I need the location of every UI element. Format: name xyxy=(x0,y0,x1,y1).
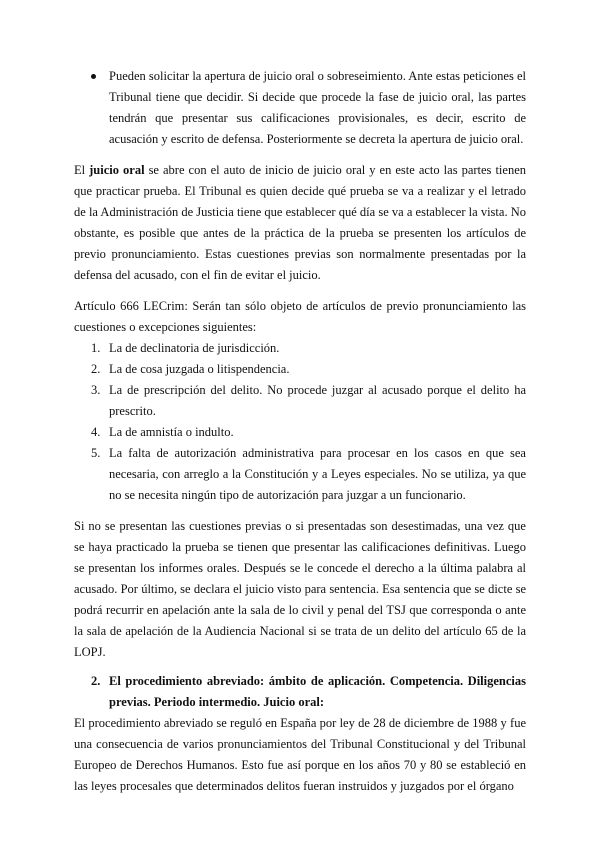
list-number: 5. xyxy=(91,446,101,460)
list-text: La de declinatoria de jurisdicción. xyxy=(109,341,280,355)
section-heading xyxy=(74,671,526,713)
list-number: 3. xyxy=(91,383,101,397)
paragraph-rest: se abre con el auto de inicio de juicio oral y en este acto las partes tienen que practicar prueba. El Tribunal es quien decide qué prueba se va a realizar y el letrado de la Administración de Justicia tiene que establecer qué día se va a establecer la vista. No obstante, es posible que antes de la práctica de la prueba se presenten los artículos de previo pronunciamiento. Estas cuestiones previas son normalmente presentadas por la defensa del acusado, con el fin de evitar el juicio. xyxy=(74,163,526,282)
list-text: La de amnistía o indulto. xyxy=(109,425,234,439)
paragraph-juicio-oral xyxy=(74,160,526,286)
list-item xyxy=(74,338,526,359)
bullet-icon xyxy=(91,74,96,79)
list-number: 2. xyxy=(91,362,101,376)
paragraph-lead: El xyxy=(74,163,90,177)
list-item xyxy=(74,359,526,380)
list-text: La falta de autorización administrativa para procesar en los casos en que sea necesaria, con arreglo a la Constitución y a Leyes especiales. No se utiliza, ya que no se necesita ningún tipo de autorización para juzgar a un funcionario. xyxy=(109,446,526,502)
bold-term: juicio oral xyxy=(89,163,145,177)
page-content xyxy=(74,66,526,797)
list-item xyxy=(74,380,526,422)
paragraph-cuestiones: Si no se presentan las cuestiones previas o si presentadas son desestimadas, una vez que se haya practicado la prueba se tienen que presentar las calificaciones definitivas. Luego se presentan los informes orales. Después se le concede el derecho a la última palabra al acusado. Por último, se declara el juicio visto para sentencia. Esa sentencia que se dicte se podrá recurrir en apelación ante la sala de lo civil y penal del TSJ que corresponda o ante la sala de apelación de la Audiencia Nacional si se trata de un delito del artículo 65 de la LOPJ. xyxy=(74,519,526,659)
list-number: 1. xyxy=(91,341,101,355)
list-text: La de cosa juzgada o litispendencia. xyxy=(109,362,290,376)
bullet-text: Pueden solicitar la apertura de juicio oral o sobreseimiento. Ante estas peticiones el Tribunal tiene que decidir. Si decide que procede la fase de juicio oral, las partes tendrán que presentar sus calificaciones provisionales, es decir, escrito de acusación y escrito de defensa. Posteriormente se decreta la apertura de juicio oral. xyxy=(109,69,526,146)
list-number: 4. xyxy=(91,425,101,439)
paragraph-abreviado: El procedimiento abreviado se reguló en España por ley de 28 de diciembre de 1988 y fue una consecuencia de varios pronunciamientos del Tribunal Constitucional y del Tribunal Europeo de Derechos Humanos. Esto fue así porque en los años 70 y 80 se estableció en las leyes procesales que determinados delitos fueran instruidos y juzgados por el órgano xyxy=(74,716,526,793)
heading-text: El procedimiento abreviado: ámbito de aplicación. Competencia. Diligencias previas. Periodo intermedio. Juicio oral: xyxy=(109,674,526,709)
numbered-list xyxy=(74,338,526,506)
bullet-item xyxy=(74,66,526,150)
list-item xyxy=(74,443,526,506)
paragraph-article-666: Artículo 666 LECrim: Serán tan sólo objeto de artículos de previo pronunciamiento las cuestiones o excepciones siguientes: xyxy=(74,299,526,334)
list-text: La de prescripción del delito. No procede juzgar al acusado porque el delito ha prescrito. xyxy=(109,383,526,418)
heading-number: 2. xyxy=(91,674,101,688)
list-item xyxy=(74,422,526,443)
